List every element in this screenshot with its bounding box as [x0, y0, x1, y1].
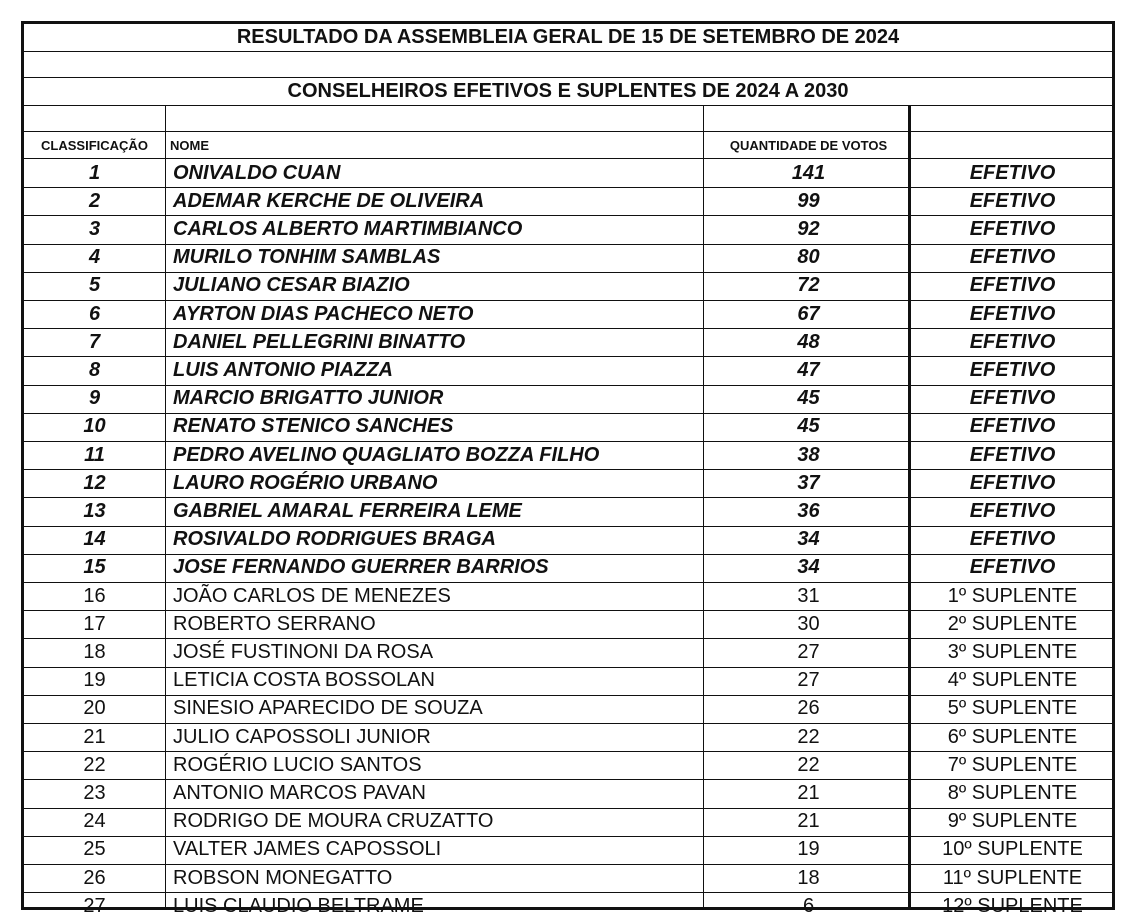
status-cell: EFETIVO: [969, 528, 1056, 551]
status-cell: EFETIVO: [969, 217, 1056, 240]
name-cell: CARLOS ALBERTO MARTIMBIANCO: [173, 217, 523, 240]
name-cell: JOSE FERNANDO GUERRER BARRIOS: [173, 556, 549, 579]
divider: [24, 51, 1112, 52]
name-cell: JULIANO CESAR BIAZIO: [173, 274, 410, 297]
name-cell: RENATO STENICO SANCHES: [173, 415, 454, 438]
votes-cell: 6: [802, 894, 815, 917]
status-cell: EFETIVO: [969, 302, 1056, 325]
votes-cell: 34: [797, 528, 820, 551]
votes-cell: 141: [791, 161, 826, 184]
status-cell: EFETIVO: [969, 161, 1056, 184]
column-divider: [165, 105, 166, 910]
rank-cell: 26: [83, 866, 106, 889]
status-cell: 3º SUPLENTE: [947, 640, 1078, 663]
rank-cell: 24: [83, 810, 106, 833]
rank-cell: 25: [83, 838, 106, 861]
status-cell: 11º SUPLENTE: [942, 866, 1083, 889]
status-cell: EFETIVO: [969, 556, 1056, 579]
rank-cell: 17: [83, 612, 106, 635]
rank-cell: 9: [88, 387, 101, 410]
document-title: RESULTADO DA ASSEMBLEIA GERAL DE 15 DE SETEMBRO DE 2024: [236, 26, 900, 48]
rank-cell: 3: [88, 217, 101, 240]
name-cell: ROBERTO SERRANO: [173, 612, 376, 635]
votes-cell: 72: [797, 274, 820, 297]
votes-cell: 37: [797, 471, 820, 494]
name-cell: RODRIGO DE MOURA CRUZATTO: [173, 810, 494, 833]
rank-cell: 16: [83, 584, 106, 607]
votes-cell: 27: [797, 640, 820, 663]
votes-cell: 99: [797, 189, 820, 212]
status-cell: EFETIVO: [969, 358, 1056, 381]
name-cell: AYRTON DIAS PACHECO NETO: [173, 302, 474, 325]
rank-cell: 4: [88, 246, 101, 269]
name-cell: JOSÉ FUSTINONI DA ROSA: [173, 640, 434, 663]
rank-cell: 11: [84, 443, 105, 466]
column-header-status: [913, 132, 1112, 158]
name-cell: GABRIEL AMARAL FERREIRA LEME: [173, 499, 522, 522]
rank-cell: 15: [83, 556, 106, 579]
votes-cell: 47: [797, 358, 820, 381]
name-cell: LETICIA COSTA BOSSOLAN: [173, 669, 435, 692]
column-header-rank: CLASSIFICAÇÃO: [41, 137, 148, 153]
name-cell: PEDRO AVELINO QUAGLIATO BOZZA FILHO: [173, 443, 600, 466]
rank-cell: 23: [83, 781, 106, 804]
votes-cell: 30: [797, 612, 820, 635]
name-cell: MURILO TONHIM SAMBLAS: [173, 246, 441, 269]
rank-cell: 14: [83, 528, 106, 551]
status-cell: 7º SUPLENTE: [947, 753, 1078, 776]
votes-cell: 21: [797, 781, 820, 804]
name-cell: LUIS CLAUDIO BELTRAME: [173, 894, 424, 917]
rank-cell: 21: [83, 725, 106, 748]
status-cell: 1º SUPLENTE: [947, 584, 1078, 607]
rank-cell: 6: [88, 302, 101, 325]
votes-cell: 67: [797, 302, 820, 325]
name-cell: MARCIO BRIGATTO JUNIOR: [173, 387, 444, 410]
name-cell: ROBSON MONEGATTO: [173, 866, 393, 889]
votes-cell: 45: [797, 387, 820, 410]
votes-cell: 36: [797, 499, 820, 522]
votes-cell: 22: [797, 725, 820, 748]
rank-cell: 1: [88, 161, 101, 184]
rank-cell: 22: [83, 753, 106, 776]
status-cell: 9º SUPLENTE: [947, 810, 1078, 833]
votes-cell: 27: [797, 669, 820, 692]
status-cell: 8º SUPLENTE: [947, 781, 1078, 804]
votes-cell: 31: [797, 584, 820, 607]
status-cell: EFETIVO: [969, 189, 1056, 212]
divider: [24, 105, 1112, 106]
document-subtitle: CONSELHEIROS EFETIVOS E SUPLENTES DE 2024 A 2030: [287, 80, 849, 102]
status-cell: EFETIVO: [969, 471, 1056, 494]
name-cell: ONIVALDO CUAN: [173, 161, 341, 184]
status-cell: 12º SUPLENTE: [942, 894, 1083, 917]
name-cell: VALTER JAMES CAPOSSOLI: [173, 838, 442, 861]
status-cell: EFETIVO: [969, 274, 1056, 297]
votes-cell: 38: [797, 443, 820, 466]
status-cell: 10º SUPLENTE: [942, 838, 1083, 861]
rank-cell: 27: [83, 894, 106, 917]
status-cell: EFETIVO: [969, 387, 1056, 410]
name-cell: LAURO ROGÉRIO URBANO: [173, 471, 438, 494]
status-cell: EFETIVO: [969, 246, 1056, 269]
rank-cell: 8: [88, 358, 101, 381]
rank-cell: 7: [88, 330, 101, 353]
status-cell: 6º SUPLENTE: [947, 725, 1078, 748]
rank-cell: 5: [88, 274, 101, 297]
votes-cell: 45: [797, 415, 820, 438]
name-cell: ROSIVALDO RODRIGUES BRAGA: [173, 528, 496, 551]
votes-cell: 22: [797, 753, 820, 776]
rank-cell: 20: [83, 697, 106, 720]
votes-cell: 21: [797, 810, 820, 833]
name-cell: JULIO CAPOSSOLI JUNIOR: [173, 725, 431, 748]
votes-cell: 34: [797, 556, 820, 579]
name-cell: ANTONIO MARCOS PAVAN: [173, 781, 426, 804]
name-cell: LUIS ANTONIO PIAZZA: [173, 358, 393, 381]
name-cell: ROGÉRIO LUCIO SANTOS: [173, 753, 422, 776]
status-cell: 2º SUPLENTE: [947, 612, 1078, 635]
rank-cell: 2: [88, 189, 101, 212]
votes-cell: 80: [797, 246, 820, 269]
status-cell: 4º SUPLENTE: [947, 669, 1078, 692]
rank-cell: 18: [83, 640, 106, 663]
status-cell: 5º SUPLENTE: [947, 697, 1078, 720]
rank-cell: 12: [83, 471, 106, 494]
votes-cell: 26: [797, 697, 820, 720]
votes-cell: 19: [797, 838, 820, 861]
column-header-votes: QUANTIDADE DE VOTOS: [729, 137, 888, 153]
votes-cell: 92: [797, 217, 820, 240]
status-cell: EFETIVO: [969, 499, 1056, 522]
rank-cell: 19: [83, 669, 106, 692]
column-header-name: NOME: [170, 137, 209, 153]
votes-cell: 18: [797, 866, 820, 889]
name-cell: JOÃO CARLOS DE MENEZES: [173, 584, 451, 607]
name-cell: DANIEL PELLEGRINI BINATTO: [173, 330, 466, 353]
name-cell: ADEMAR KERCHE DE OLIVEIRA: [173, 189, 485, 212]
name-cell: SINESIO APARECIDO DE SOUZA: [173, 697, 483, 720]
results-table: [21, 21, 1115, 917]
rank-cell: 10: [83, 415, 106, 438]
status-cell: EFETIVO: [969, 330, 1056, 353]
rank-cell: 13: [83, 499, 106, 522]
votes-cell: 48: [797, 330, 820, 353]
status-cell: EFETIVO: [969, 415, 1056, 438]
status-cell: EFETIVO: [969, 443, 1056, 466]
